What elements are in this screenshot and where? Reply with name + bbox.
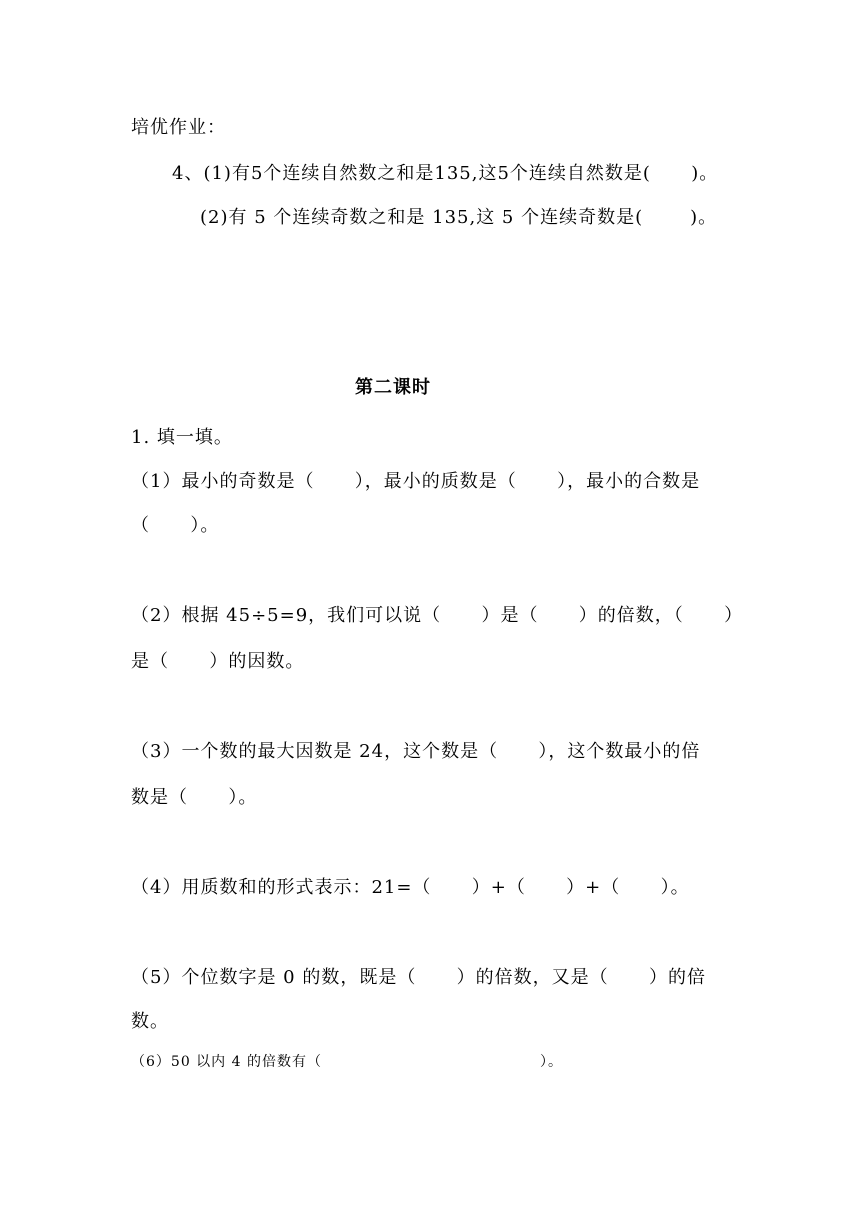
item-2-line-1: （2）根据 45÷5=9，我们可以说（ ）是（ ）的倍数，（ ） xyxy=(131,605,744,626)
lesson-title: 第二课时 xyxy=(355,377,431,398)
question-1-heading: 1. 填一填。 xyxy=(131,427,233,448)
item-4-line-1: （4）用质数和的形式表示：21=（ ）+（ ）+（ ）。 xyxy=(131,877,690,898)
question-4-part-1: 4、(1)有5个连续自然数之和是135,这5个连续自然数是( )。 xyxy=(172,163,719,184)
item-3-line-1: （3）一个数的最大因数是 24，这个数是（ ），这个数最小的倍 xyxy=(131,741,701,762)
item-1-line-1: （1）最小的奇数是（ ），最小的质数是（ ），最小的合数是 xyxy=(131,471,701,492)
item-6-line-1: （6）50 以内 4 的倍数有（ ）。 xyxy=(131,1054,563,1070)
item-5-line-1: （5）个位数字是 0 的数，既是（ ）的倍数，又是（ ）的倍 xyxy=(131,967,707,988)
question-4-part-2: (2)有 5 个连续奇数之和是 135,这 5 个连续奇数是( )。 xyxy=(200,207,718,228)
item-3-line-2: 数是（ ）。 xyxy=(131,787,258,808)
item-1-line-2: （ ）。 xyxy=(131,515,220,536)
item-2-line-2: 是（ ）的因数。 xyxy=(131,651,305,672)
item-5-line-2: 数。 xyxy=(131,1011,169,1032)
homework-heading: 培优作业： xyxy=(131,117,226,138)
